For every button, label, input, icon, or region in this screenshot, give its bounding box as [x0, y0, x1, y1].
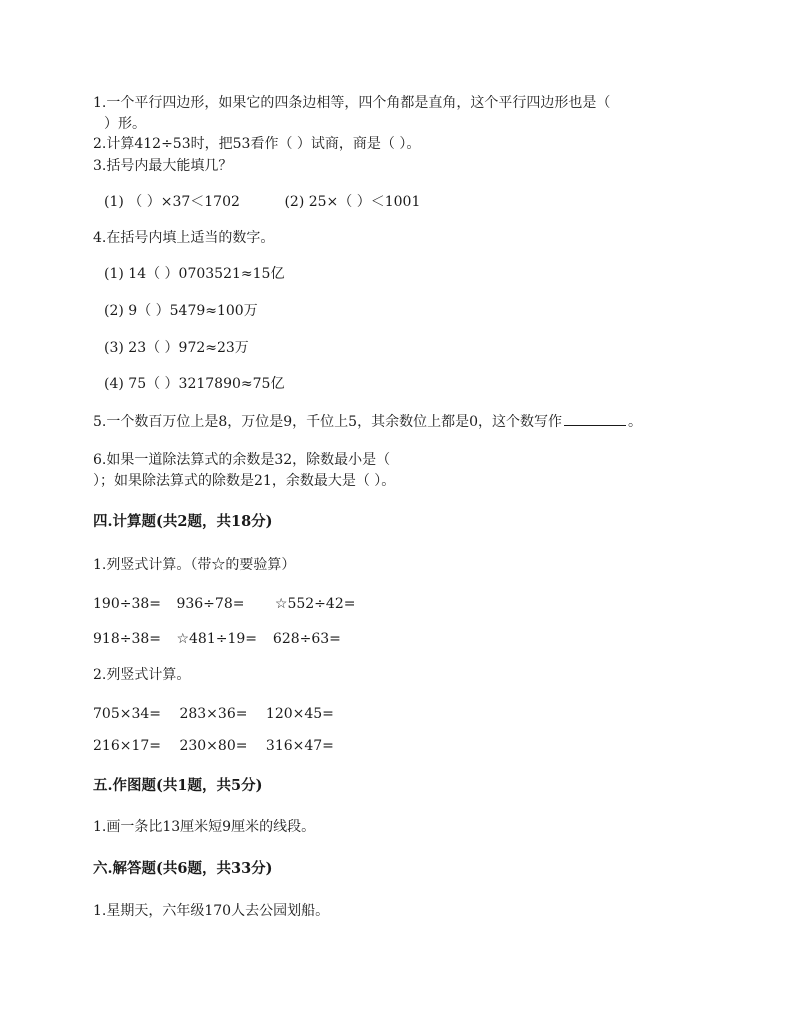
question-5-text: 5.一个数百万位上是8，万位是9，千位上5，其余数位上都是0，这个数写作 [93, 414, 562, 430]
question-4: 4.在括号内填上适当的数字。 [93, 230, 275, 246]
multiplication-row-2 [93, 737, 334, 755]
question-3-item-1: (1) （ ）×37＜1702 [104, 194, 240, 210]
section-4-heading: 四.计算题(共2题，共18分) [93, 513, 273, 530]
question-4-item-4: (4) 75（ ）3217890≈75亿 [104, 376, 285, 392]
answer-blank[interactable] [564, 411, 626, 426]
section-5-question-1: 1.画一条比13厘米短9厘米的线段。 [93, 819, 316, 835]
division-row-1 [93, 595, 355, 613]
division-expr: 628÷63= [272, 631, 341, 647]
question-1-line-1: 1.一个平行四边形，如果它的四条边相等，四个角都是直角，这个平行四边形也是（ [93, 95, 611, 111]
section-6-heading: 六.解答题(共6题，共33分) [93, 860, 273, 877]
division-expr: 190÷38= [93, 596, 161, 612]
multiplication-expr: 283×36= [179, 706, 248, 722]
question-6-line-2: ）；如果除法算式的除数是21，余数最大是（ ）。 [93, 473, 396, 489]
division-expr: 936÷78= [176, 596, 245, 612]
question-3-item-2: (2) 25×（ ）＜1001 [284, 194, 421, 210]
question-4-item-1: (1) 14（ ）0703521≈15亿 [104, 266, 285, 282]
section-4-question-2: 2.列竖式计算。 [93, 667, 191, 683]
section-5-heading: 五.作图题(共1题，共5分) [93, 777, 263, 794]
question-4-item-2: (2) 9（ ）5479≈100万 [104, 303, 258, 319]
division-expr: 918÷38= [93, 631, 161, 647]
multiplication-expr: 216×17= [93, 738, 161, 754]
question-2: 2.计算412÷53时，把53看作（ ）试商，商是（ ）。 [93, 136, 421, 152]
section-4-question-1: 1.列竖式计算。（带☆的要验算） [93, 557, 296, 573]
division-expr: ☆552÷42= [274, 596, 356, 612]
question-1-line-2: ）形。 [104, 116, 146, 132]
question-4-item-3: (3) 23（ ）972≈23万 [104, 340, 249, 356]
question-3: 3.括号内最大能填几？ [93, 158, 233, 174]
section-6-question-1: 1.星期天，六年级170人去公园划船。 [93, 903, 330, 919]
division-row-2 [93, 630, 341, 648]
question-5 [93, 411, 642, 431]
division-expr: ☆481÷19= [176, 631, 258, 647]
question-3-items [104, 193, 420, 211]
question-6-line-1: 6.如果一道除法算式的余数是32，除数最小是（ [93, 452, 391, 468]
multiplication-expr: 705×34= [93, 706, 161, 722]
question-5-end: 。 [628, 414, 642, 430]
multiplication-expr: 120×45= [265, 706, 334, 722]
multiplication-expr: 230×80= [179, 738, 248, 754]
multiplication-expr: 316×47= [265, 738, 334, 754]
multiplication-row-1 [93, 705, 334, 723]
